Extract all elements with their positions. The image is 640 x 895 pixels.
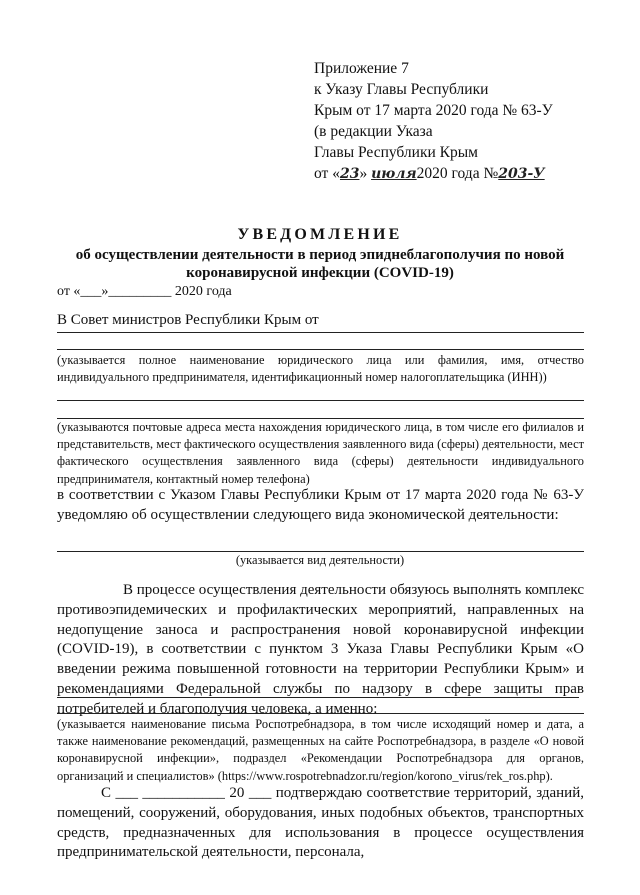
- handwritten-month: июля: [371, 166, 417, 182]
- document-subtitle-line1: об осуществлении деятельности в период эпиднеблагополучия по новой: [75, 247, 565, 263]
- document-title: УВЕДОМЛЕНИЕ: [237, 226, 403, 243]
- paragraph-obligations: В процессе осуществления деятельности обязуюсь выполнять комплекс противоэпидемических и профилактических мероприятий, направленных на недопущение заноса и распространения новой коронавирусной инфекции (COVID-19), в соответствии с пунктом 3 Указа Главы Республики Крым «О введении режима повышенной готовности на территории Республики Крым» и рекомендациями Федеральной службы по надзору в сфере защиты прав потребителей и благополучия человека, а именно:: [57, 582, 584, 717]
- address-line-1: [57, 400, 584, 401]
- edition-date: [314, 163, 545, 185]
- handwritten-number: 203-У: [498, 166, 545, 182]
- applicant-name-line: [57, 349, 584, 350]
- note-applicant-name: (указывается полное наименование юридического лица или фамилия, имя, отчество индивидуального предпринимателя, идентификационный номер налогоплательщика (ИНН)): [57, 353, 584, 385]
- appendix-label: Приложение 7: [314, 60, 409, 77]
- edition-date-mid: »: [359, 165, 368, 182]
- note-activity-type: (указывается вид деятельности): [235, 553, 405, 567]
- activity-type-line: [57, 551, 584, 552]
- document-subtitle-line2: коронавирусной инфекции (COVID-19): [186, 265, 454, 281]
- addressee-fill-line: [57, 332, 584, 333]
- decree-date-number: Крым от 17 марта 2020 года № 63-У: [314, 102, 553, 119]
- recommendations-line-1: [57, 697, 579, 698]
- edition-date-year: 2020 года №: [416, 165, 499, 182]
- notice-date-line: от «___»_________ 2020 года: [57, 284, 232, 299]
- edition-label: (в редакции Указа: [314, 123, 433, 140]
- paragraph-compliance: С ___ ___________ 20 ___ подтверждаю соответствие территорий, зданий, помещений, сооружений, оборудования, иных подобных объектов, транспортных средств, предназначенных для использования в процессе осуществления предпринимательской деятельности, персонала,: [57, 785, 584, 861]
- paragraph-activity-notice: в соответствии с Указом Главы Республики Крым от 17 марта 2020 года № 63-У уведомляю об осуществлении следующего вида экономической деятельности:: [57, 487, 584, 523]
- edition-authority: Главы Республики Крым: [314, 144, 478, 161]
- edition-date-prefix: от «: [314, 165, 340, 182]
- note-recommendations: (указывается наименование письма Роспотребнадзора, в том числе исходящий номер и дата, а также наименование рекомендаций, размещенных на сайте Роспотребнадзора, в разделе «О новой коронавирусной инфекции», подраздел «Рекомендации Роспотребнадзора для органов, организаций и специалистов» (https://www.rospotrebnadzor.ru/region/korono_virus/rek_ros.php).: [57, 717, 584, 783]
- note-addresses: (указываются почтовые адреса места нахождения юридического лица, в том числе его филиалов и представительств, мест фактического осуществления заявленного вида (сферы) деятельности, мест фактического осуществления заявленного вида (сферы) деятельности индивидуального предпринимателя, контактный номер телефона): [57, 420, 584, 486]
- handwritten-day: 23: [339, 166, 360, 182]
- recommendations-line-2: [57, 713, 584, 714]
- decree-reference: к Указу Главы Республики: [314, 81, 489, 98]
- addressee-line: В Совет министров Республики Крым от: [57, 312, 319, 328]
